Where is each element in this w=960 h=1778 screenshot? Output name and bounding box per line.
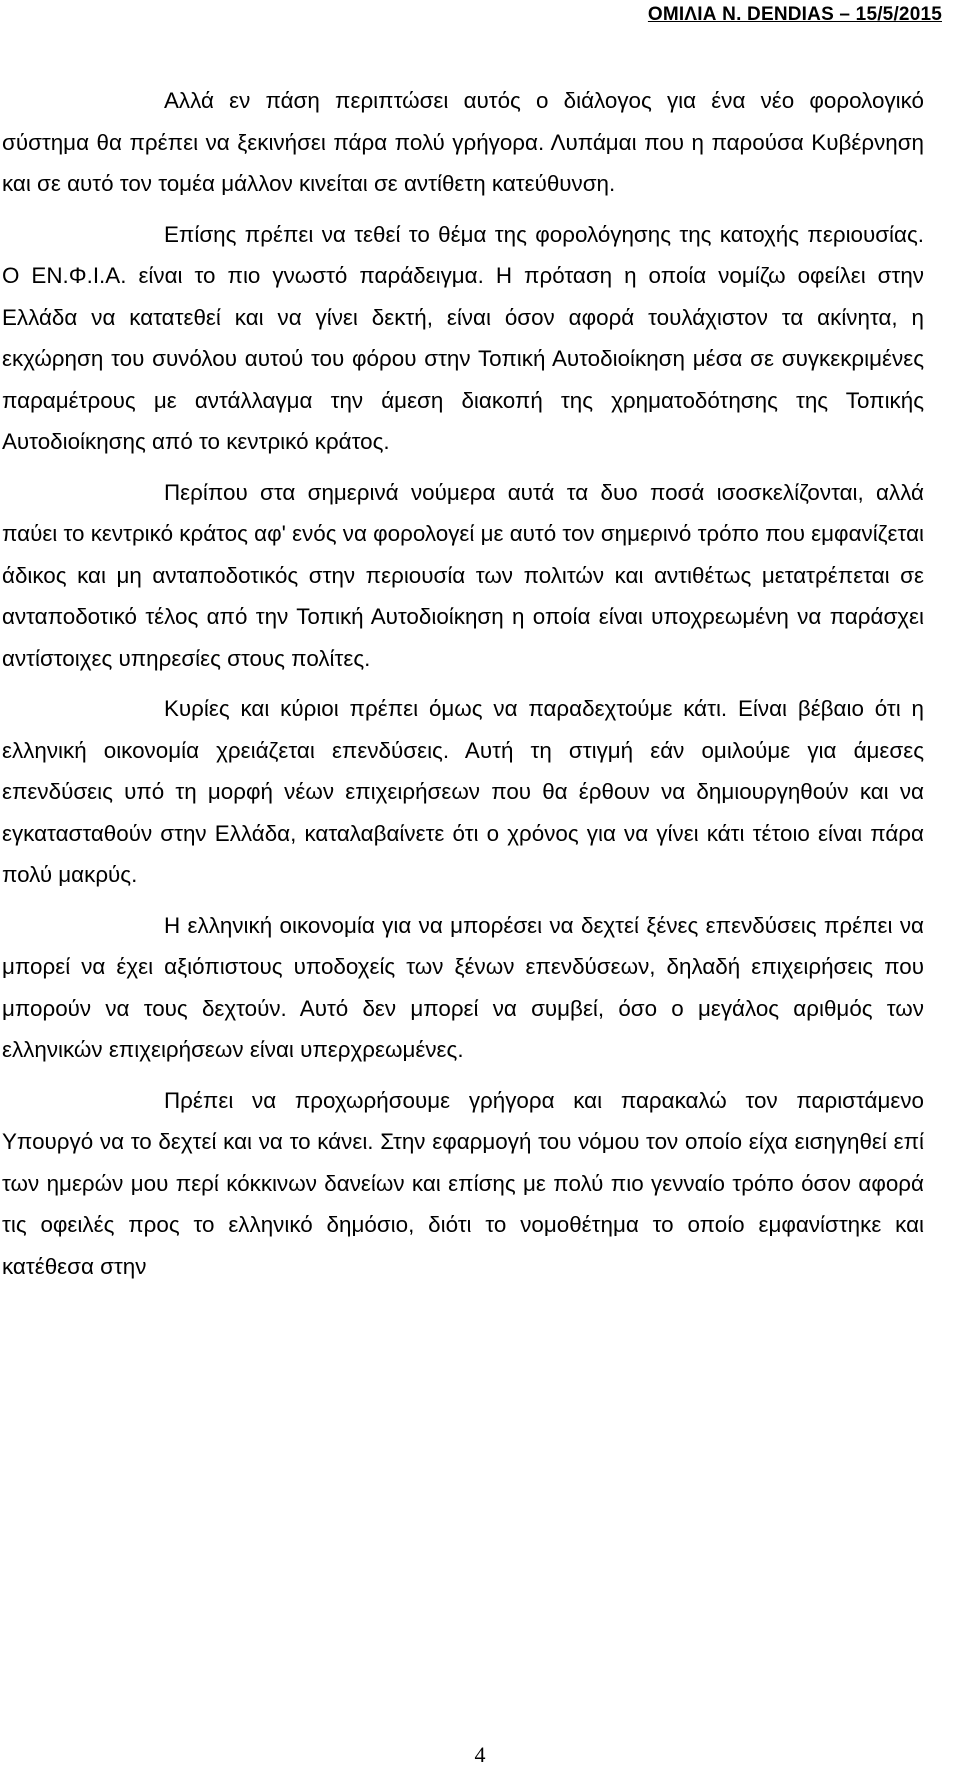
document-header: ΟΜΙΛΙΑ Ν. DENDIAS – 15/5/2015 [647,4,942,25]
document-body [2,80,924,1296]
paragraph: Περίπου στα σημερινά νούμερα αυτά τα δυο ποσά ισοσκελίζονται, αλλά παύει το κεντρικό κράτος αφ' ενός να φορολογεί με αυτό τον σημερινό τρόπο που εμφανίζεται άδικος και μη ανταποδοτικός στην περιουσία των πολιτών και αντιθέτως μετατρέπεται σε ανταποδοτικό τέλος από την Τοπική Αυτοδιοίκηση η οποία είναι υποχρεωμένη να παράσχει αντίστοιχες υπηρεσίες στους πολίτες. [2,479,924,671]
page-number: 4 [474,1742,486,1767]
paragraph: Πρέπει να προχωρήσουμε γρήγορα και παρακαλώ τον παριστάμενο Υπουργό να το δεχτεί και να το κάνει. Στην εφαρμογή του νόμου τον οποίο είχα εισηγηθεί επί των ημερών μου περί κόκκινων δανείων και επίσης με πολύ πιο γενναίο τρόπο όσον αφορά τις οφειλές προς το ελληνικό δημόσιο, διότι το νομοθέτημα το οποίο εμφανίστηκε και κατέθεσα στην [2,1087,924,1279]
paragraph: Κυρίες και κύριοι πρέπει όμως να παραδεχτούμε κάτι. Είναι βέβαιο ότι η ελληνική οικονομία χρειάζεται επενδύσεις. Αυτή τη στιγμή εάν ομιλούμε για άμεσες επενδύσεις υπό τη μορφή νέων επιχειρήσεων που θα έρθουν να δημιουργηθούν και να εγκατασταθούν στην Ελλάδα, καταλαβαίνετε ότι ο χρόνος για να γίνει κάτι τέτοιο είναι πάρα πολύ μακρύς. [2,696,924,887]
paragraph: Αλλά εν πάση περιπτώσει αυτός ο διάλογος για ένα νέο φορολογικό σύστημα θα πρέπει να ξεκινήσει πάρα πολύ γρήγορα. Λυπάμαι που η παρούσα Κυβέρνηση και σε αυτό τον τομέα μάλλον κινείται σε αντίθετη κατεύθυνση. [2,88,924,196]
paragraph: Επίσης πρέπει να τεθεί το θέμα της φορολόγησης της κατοχής περιουσίας. Ο ΕΝ.Φ.Ι.Α. είναι το πιο γνωστό παράδειγμα. Η πρόταση η οποία νομίζω οφείλει στην Ελλάδα να κατατεθεί και να γίνει δεκτή, είναι όσον αφορά τουλάχιστον τα ακίνητα, η εκχώρηση του συνόλου αυτού του φόρου στην Τοπική Αυτοδιοίκηση μέσα σε συγκεκριμένες παραμέτρους με αντάλλαγμα την άμεση διακοπή της χρηματοδότησης της Τοπικής Αυτοδιοίκησης από το κεντρικό κράτος. [2,221,924,454]
paragraph: Η ελληνική οικονομία για να μπορέσει να δεχτεί ξένες επενδύσεις πρέπει να μπορεί να έχει αξιόπιστους υποδοχείς των ξένων επενδύσεων, δηλαδή επιχειρήσεις που μπορούν να τους δεχτούν. Αυτό δεν μπορεί να συμβεί, όσο ο μεγάλος αριθμός των ελληνικών επιχειρήσεων είναι υπερχρεωμένες. [2,912,924,1062]
